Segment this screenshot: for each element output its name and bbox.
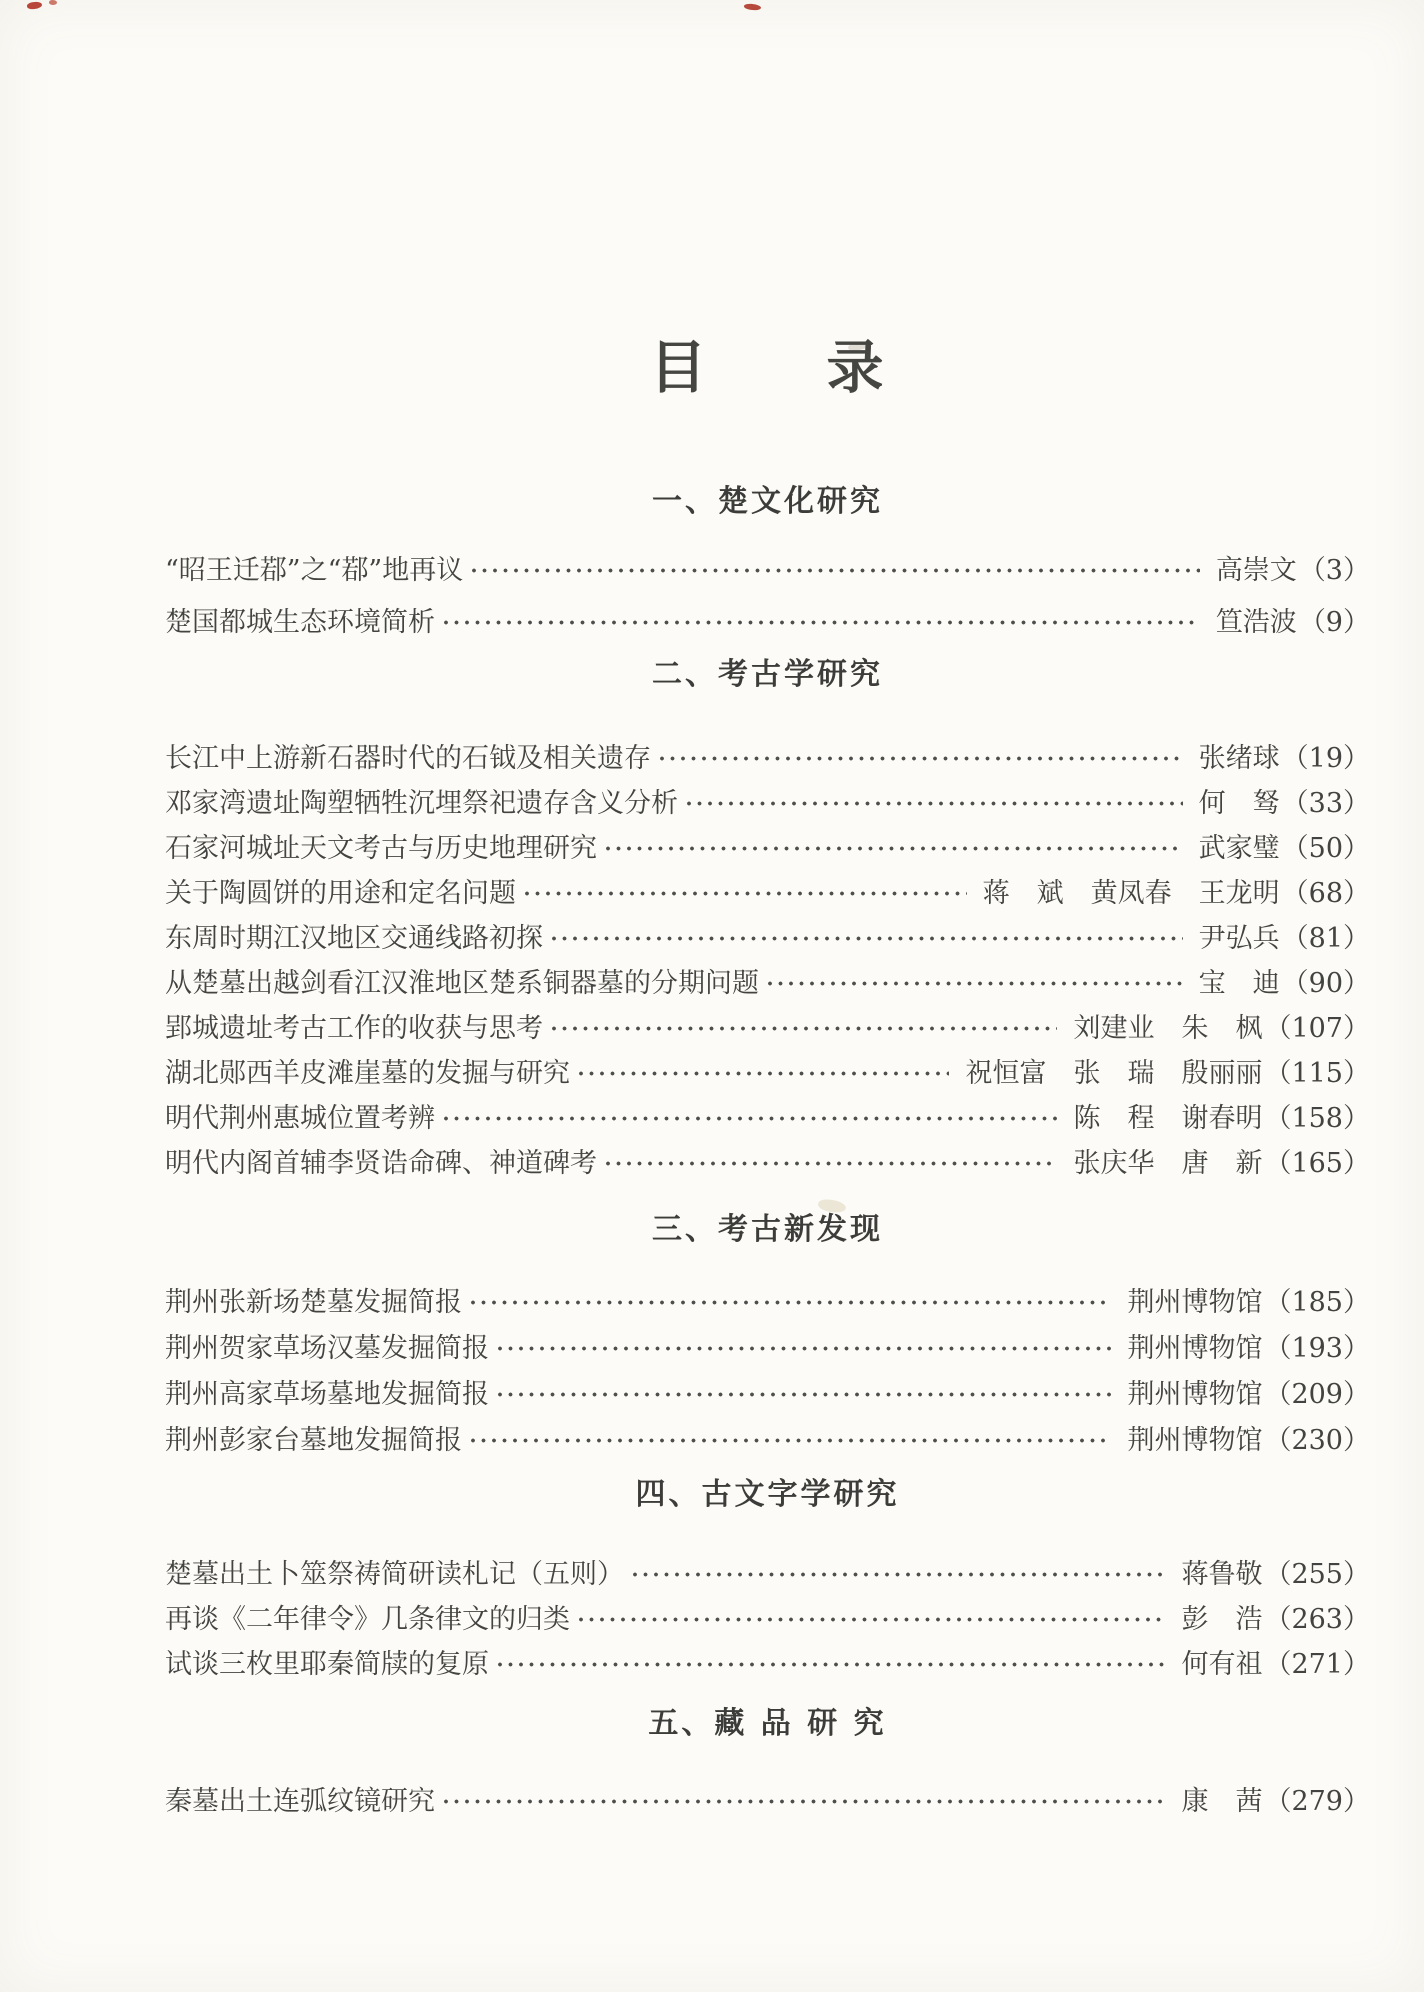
dot-leader bbox=[549, 935, 1183, 942]
entry-page: （68） bbox=[1281, 878, 1370, 909]
entry-authors: 祝恒富 张 瑞 殷丽丽 bbox=[965, 1058, 1263, 1089]
entry-authors: 高崇文 bbox=[1215, 554, 1297, 586]
toc-entry bbox=[165, 1368, 1370, 1414]
entry-page: （255） bbox=[1264, 1559, 1370, 1590]
toc-entry bbox=[165, 733, 1370, 778]
entry-title: 荆州张新场楚墓发掘简报 bbox=[165, 1286, 462, 1318]
toc-entry bbox=[165, 1003, 1370, 1048]
dot-leader bbox=[657, 755, 1183, 762]
section-collection-research bbox=[165, 1705, 1370, 1821]
toc-entry bbox=[165, 1276, 1370, 1322]
dot-leader bbox=[495, 1391, 1111, 1398]
section-heading: 二、考古学研究 bbox=[652, 657, 883, 692]
toc-entry bbox=[165, 868, 1370, 913]
section-heading: 四、古文字学研究 bbox=[635, 1477, 900, 1512]
section-entries bbox=[165, 1276, 1370, 1460]
entry-authors: 刘建业 朱 枫 bbox=[1073, 1013, 1263, 1044]
entry-authors: 尹弘兵 bbox=[1198, 923, 1280, 954]
toc-entry bbox=[165, 541, 1370, 593]
entry-page: （185） bbox=[1264, 1286, 1370, 1318]
entry-page: （81） bbox=[1281, 923, 1370, 954]
entry-page: （209） bbox=[1264, 1378, 1370, 1410]
scan-artifact bbox=[49, 0, 57, 5]
entry-page: （279） bbox=[1264, 1786, 1370, 1817]
entry-title: 东周时期江汉地区交通线路初探 bbox=[165, 923, 543, 954]
entry-authors: 何有祖 bbox=[1181, 1649, 1263, 1680]
entry-page: （263） bbox=[1264, 1604, 1370, 1635]
entry-page: （3） bbox=[1298, 554, 1370, 586]
entry-authors: 笪浩波 bbox=[1215, 606, 1297, 638]
toc-entry bbox=[165, 593, 1370, 645]
toc-entry bbox=[165, 913, 1370, 958]
entry-page: （9） bbox=[1298, 606, 1370, 638]
toc-content bbox=[165, 0, 1370, 1992]
entry-authors: 荆州博物馆 bbox=[1127, 1378, 1263, 1410]
toc-entry bbox=[165, 1639, 1370, 1684]
entry-title: 石家河城址天文考古与历史地理研究 bbox=[165, 833, 597, 864]
entry-page: （165） bbox=[1264, 1148, 1370, 1179]
entry-title: 郢城遗址考古工作的收获与思考 bbox=[165, 1013, 543, 1044]
toc-entry bbox=[165, 1093, 1370, 1138]
dot-leader bbox=[495, 1345, 1111, 1352]
dot-leader bbox=[630, 1571, 1165, 1578]
section-chu-culture bbox=[165, 483, 1370, 645]
entry-title: 秦墓出土连弧纹镜研究 bbox=[165, 1786, 435, 1817]
toc-entry bbox=[165, 958, 1370, 1003]
scan-artifact bbox=[27, 1, 43, 10]
entry-title: 试谈三枚里耶秦简牍的复原 bbox=[165, 1649, 489, 1680]
entry-authors: 何 驽 bbox=[1198, 788, 1280, 819]
toc-entry bbox=[165, 1549, 1370, 1594]
entry-page: （158） bbox=[1264, 1103, 1370, 1134]
dot-leader bbox=[495, 1661, 1165, 1668]
entry-authors: 宝 迪 bbox=[1198, 968, 1280, 999]
section-entries bbox=[165, 541, 1370, 645]
entry-page: （193） bbox=[1264, 1332, 1370, 1364]
section-entries bbox=[165, 733, 1370, 1183]
section-paleography bbox=[165, 1476, 1370, 1684]
entry-authors: 荆州博物馆 bbox=[1127, 1332, 1263, 1364]
dot-leader bbox=[765, 980, 1183, 987]
entry-title: “昭王迁鄀”之“鄀”地再议 bbox=[165, 554, 464, 586]
entry-page: （50） bbox=[1281, 833, 1370, 864]
entry-title: 明代荆州惠城位置考辨 bbox=[165, 1103, 435, 1134]
entry-page: （271） bbox=[1264, 1649, 1370, 1680]
entry-page: （115） bbox=[1264, 1058, 1370, 1089]
entry-authors: 荆州博物馆 bbox=[1127, 1286, 1263, 1318]
entry-authors: 荆州博物馆 bbox=[1127, 1424, 1263, 1456]
dot-leader bbox=[441, 1798, 1165, 1805]
entry-page: （19） bbox=[1281, 743, 1370, 774]
entry-title: 邓家湾遗址陶塑牺牲沉埋祭祀遗存含义分析 bbox=[165, 788, 678, 819]
dot-leader bbox=[603, 1160, 1057, 1167]
toc-entry bbox=[165, 1776, 1370, 1821]
section-heading: 三、考古新发现 bbox=[652, 1212, 883, 1247]
entry-page: （33） bbox=[1281, 788, 1370, 819]
dot-leader bbox=[469, 567, 1200, 574]
entry-title: 长江中上游新石器时代的石钺及相关遗存 bbox=[165, 743, 651, 774]
entry-authors: 张庆华 唐 新 bbox=[1073, 1148, 1263, 1179]
entry-page: （90） bbox=[1281, 968, 1370, 999]
entry-title: 荆州彭家台墓地发掘简报 bbox=[165, 1424, 462, 1456]
entry-title: 楚国都城生态环境简析 bbox=[165, 606, 435, 638]
entry-title: 湖北郧西羊皮滩崖墓的发掘与研究 bbox=[165, 1058, 570, 1089]
toc-entry bbox=[165, 823, 1370, 868]
toc-entry bbox=[165, 1414, 1370, 1460]
entry-authors: 康 茜 bbox=[1181, 1786, 1263, 1817]
entry-title: 楚墓出土卜筮祭祷简研读札记（五则） bbox=[165, 1559, 624, 1590]
entry-title: 明代内阁首辅李贤诰命碑、神道碑考 bbox=[165, 1148, 597, 1179]
dot-leader bbox=[441, 1115, 1057, 1122]
entry-authors: 陈 程 谢春明 bbox=[1073, 1103, 1263, 1134]
section-entries bbox=[165, 1776, 1370, 1821]
entry-title: 关于陶圆饼的用途和定名问题 bbox=[165, 878, 516, 909]
entry-authors: 蒋 斌 黄凤春 王龙明 bbox=[982, 878, 1280, 909]
entry-authors: 武家璧 bbox=[1198, 833, 1280, 864]
section-entries bbox=[165, 1549, 1370, 1684]
entry-title: 荆州贺家草场汉墓发掘简报 bbox=[165, 1332, 489, 1364]
toc-entry bbox=[165, 1322, 1370, 1368]
entry-page: （107） bbox=[1264, 1013, 1370, 1044]
entry-authors: 彭 浩 bbox=[1181, 1604, 1263, 1635]
toc-entry bbox=[165, 778, 1370, 823]
entry-title: 再谈《二年律令》几条律文的归类 bbox=[165, 1604, 570, 1635]
toc-entry bbox=[165, 1048, 1370, 1093]
entry-page: （230） bbox=[1264, 1424, 1370, 1456]
dot-leader bbox=[468, 1299, 1111, 1306]
dot-leader bbox=[576, 1070, 949, 1077]
section-heading: 一、楚文化研究 bbox=[652, 484, 883, 519]
section-heading: 五、藏 品 研 究 bbox=[648, 1706, 887, 1741]
dot-leader bbox=[684, 800, 1183, 807]
page-title: 目 录 bbox=[649, 334, 886, 401]
dot-leader bbox=[522, 890, 967, 897]
section-new-discoveries bbox=[165, 1211, 1370, 1460]
dot-leader bbox=[441, 619, 1200, 626]
entry-authors: 张绪球 bbox=[1198, 743, 1280, 774]
entry-title: 从楚墓出越剑看江汉淮地区楚系铜器墓的分期问题 bbox=[165, 968, 759, 999]
dot-leader bbox=[549, 1025, 1057, 1032]
section-archaeology-research bbox=[165, 656, 1370, 1183]
toc-entry bbox=[165, 1138, 1370, 1183]
dot-leader bbox=[603, 845, 1183, 852]
toc-entry bbox=[165, 1594, 1370, 1639]
dot-leader bbox=[576, 1616, 1165, 1623]
entry-title: 荆州高家草场墓地发掘简报 bbox=[165, 1378, 489, 1410]
dot-leader bbox=[468, 1437, 1111, 1444]
entry-authors: 蒋鲁敬 bbox=[1181, 1559, 1263, 1590]
